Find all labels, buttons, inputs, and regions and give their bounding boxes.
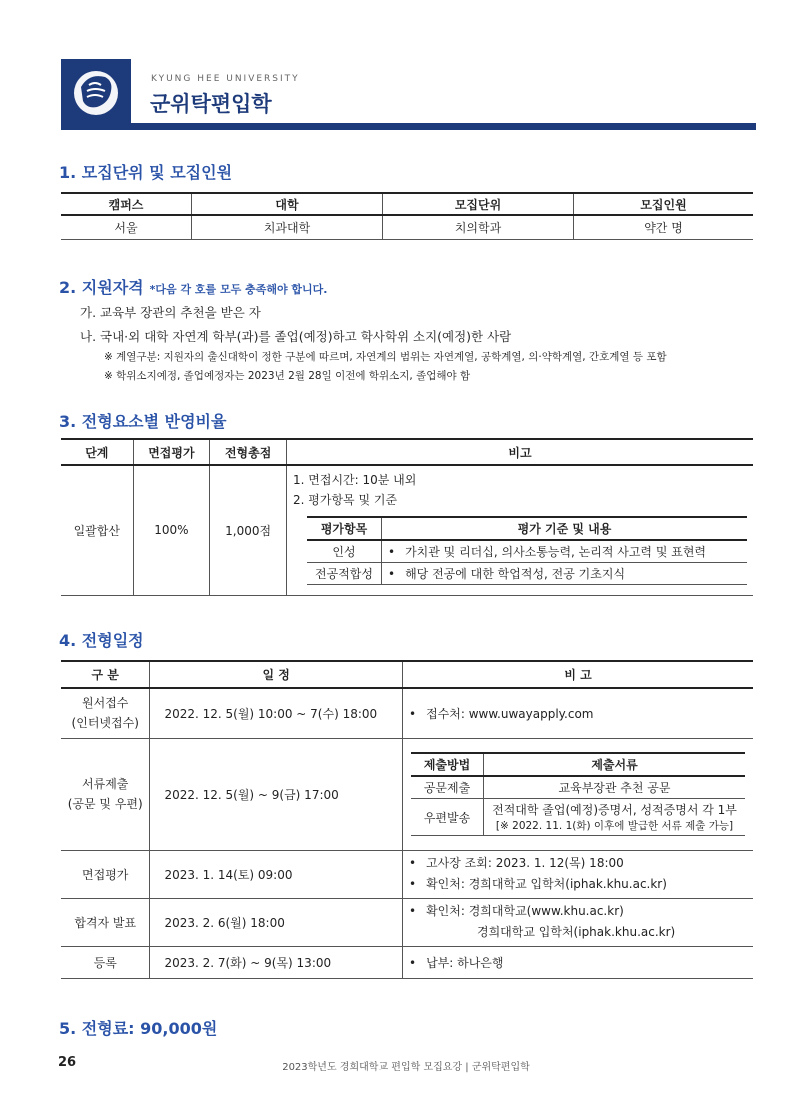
recruitment-table — [61, 192, 753, 240]
announcement-remark-1: • 확인처: 경희대학교(www.khu.ac.kr) — [409, 901, 752, 922]
application-remark: • 접수처: www.uwayapply.com — [403, 688, 754, 738]
interview-date: 2023. 1. 14(토) 09:00 — [150, 850, 403, 898]
th-total: 전형총점 — [210, 439, 287, 465]
th-interview: 면접평가 — [133, 439, 210, 465]
doc-mail-main: 전적대학 졸업(예정)증명서, 성적증명서 각 1부 — [492, 803, 737, 817]
university-name: KYUNG HEE UNIVERSITY — [151, 74, 300, 84]
footer-text: 2023학년도 경희대학교 편입학 모집요강 | 군위탁편입학 — [282, 1062, 530, 1073]
cell-announcement: 합격자 발표 — [61, 898, 150, 946]
announcement-remark-2: 경희대학교 입학처(iphak.khu.ac.kr) — [477, 925, 676, 939]
cell-application — [61, 688, 150, 738]
remark-criteria: 2. 평가항목 및 기준 — [293, 493, 398, 507]
section-2-title — [59, 275, 327, 298]
interview-remark-2: • 확인처: 경희대학교 입학처(iphak.khu.ac.kr) — [409, 874, 752, 895]
application-label: 원서접수 — [82, 696, 129, 711]
interview-remark-1: • 고사장 조회: 2023. 1. 12(목) 18:00 — [409, 853, 752, 874]
application-date: 2022. 12. 5(월) 10:00 ~ 7(수) 18:00 — [150, 688, 403, 738]
section-2-note: *다음 각 호를 모두 충족해야 합니다. — [149, 283, 328, 296]
method-official: 공문제출 — [411, 776, 484, 799]
cell-campus: 서울 — [61, 215, 192, 239]
th-college: 대학 — [192, 193, 383, 215]
criteria-item: 전공적합성 — [307, 563, 382, 585]
qualification-a: 가. 교육부 장관의 추천을 받은 자 — [80, 305, 261, 320]
section-4-title: 4. 전형일정 — [59, 631, 144, 650]
documents-sublabel: (공문 및 우편) — [67, 797, 143, 811]
criteria-item: 인성 — [307, 540, 382, 563]
doc-mail-note: [※ 2022. 11. 1(화) 이후에 발급한 서류 제출 가능] — [495, 820, 734, 832]
cell-remark — [287, 465, 754, 595]
interview-remark — [403, 850, 754, 898]
cell-quota: 약간 명 — [574, 215, 754, 239]
header-rule — [61, 123, 756, 130]
documents-label: 서류제출 — [82, 777, 129, 791]
section-2-heading: 2. 지원자격 — [59, 278, 144, 297]
th-method: 제출방법 — [411, 753, 484, 776]
qualification-b: 나. 국내·외 대학 자연계 학부(과)를 졸업(예정)하고 학사학위 소지(예정)한 사람 — [80, 329, 512, 344]
section-1-title: 1. 모집단위 및 모집인원 — [59, 163, 233, 182]
th-documents: 제출서류 — [484, 753, 746, 776]
th-criteria-content: 평가 기준 및 내용 — [382, 517, 748, 540]
cell-registration: 등록 — [61, 946, 150, 978]
method-mail: 우편발송 — [411, 799, 484, 836]
section-3-title: 3. 전형요소별 반영비율 — [59, 412, 227, 431]
doc-mail — [484, 799, 746, 836]
program-title: 군위탁편입학 — [150, 92, 272, 116]
page-number: 26 — [58, 1055, 77, 1070]
cell-documents — [61, 738, 150, 850]
th-category: 구 분 — [61, 661, 150, 688]
th-campus: 캠퍼스 — [61, 193, 192, 215]
announcement-remark — [403, 898, 754, 946]
documents-table — [411, 752, 745, 836]
th-stage: 단계 — [61, 439, 133, 465]
th-quota: 모집인원 — [574, 193, 754, 215]
cell-college: 치과대학 — [192, 215, 383, 239]
registration-remark: • 납부: 하나은행 — [403, 946, 754, 978]
th-remark: 비고 — [287, 439, 754, 465]
lion-emblem-icon — [61, 59, 131, 127]
qualification-note-1: ※ 계열구분: 지원자의 출신대학이 정한 구분에 따르며, 자연계의 범위는 자연계열, 공학계열, 의·약학계열, 간호계열 등 포함 — [104, 351, 667, 363]
section-5-title: 5. 전형료: 90,000원 — [59, 1019, 218, 1038]
th-criteria-item: 평가항목 — [307, 517, 382, 540]
criteria-table — [307, 516, 747, 585]
criteria-content: • 해당 전공에 대한 학업적성, 전공 기초지식 — [382, 563, 748, 585]
registration-date: 2023. 2. 7(화) ~ 9(목) 13:00 — [150, 946, 403, 978]
cell-stage: 일괄합산 — [61, 465, 133, 595]
evaluation-table — [61, 438, 753, 596]
application-sublabel: (인터넷접수) — [71, 716, 139, 731]
documents-remark — [403, 738, 754, 850]
schedule-table — [61, 660, 753, 979]
cell-total: 1,000점 — [210, 465, 287, 595]
documents-date: 2022. 12. 5(월) ~ 9(금) 17:00 — [150, 738, 403, 850]
th-unit: 모집단위 — [383, 193, 574, 215]
th-schedule: 일 정 — [150, 661, 403, 688]
university-logo — [61, 59, 131, 127]
cell-interview: 100% — [133, 465, 210, 595]
criteria-content: • 가치관 및 리더십, 의사소통능력, 논리적 사고력 및 표현력 — [382, 540, 748, 563]
th-schedule-remark: 비 고 — [403, 661, 754, 688]
doc-official: 교육부장관 추천 공문 — [484, 776, 746, 799]
announcement-date: 2023. 2. 6(월) 18:00 — [150, 898, 403, 946]
qualification-note-2: ※ 학위소지예정, 졸업예정자는 2023년 2월 28일 이전에 학위소지, 졸업해야 함 — [104, 370, 471, 382]
cell-interview-stage: 면접평가 — [61, 850, 150, 898]
remark-interview-time: 1. 면접시간: 10분 내외 — [293, 473, 417, 487]
cell-unit: 치의학과 — [383, 215, 574, 239]
